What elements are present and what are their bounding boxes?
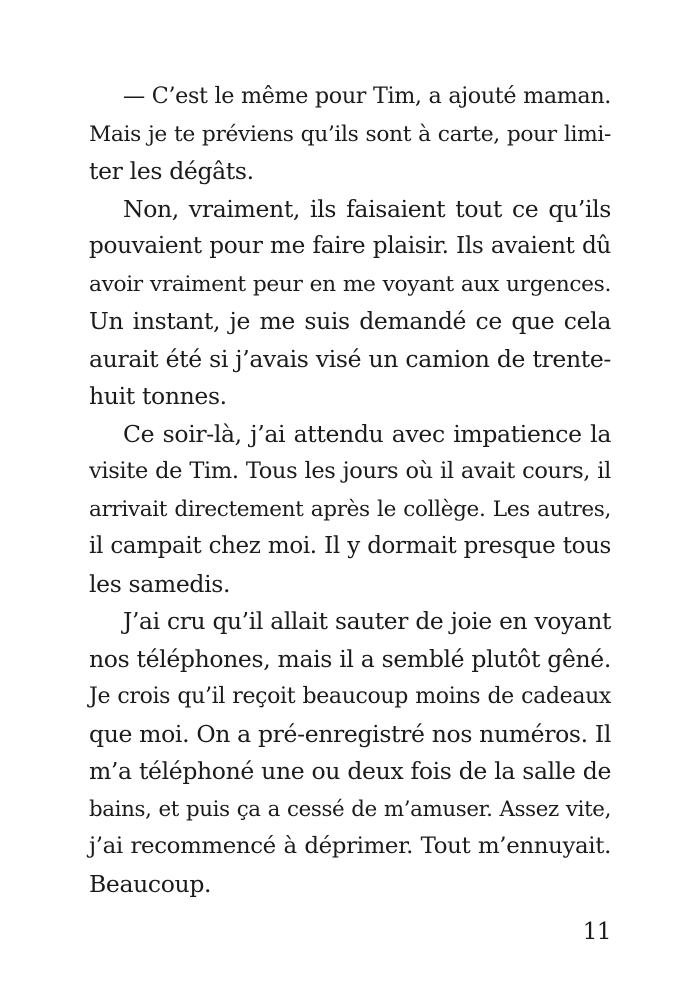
text-line: bains, et puis ça a cessé de m’amuser. Assez vite,	[89, 796, 611, 822]
text-line: visite de Tim. Tous les jours où il avait cours, il	[89, 458, 611, 484]
text-line: Non, vraiment, ils faisaient tout ce qu’ils	[123, 194, 611, 223]
text-line: il campait chez moi. Il y dormait presque tous	[89, 533, 611, 559]
page-number: 11	[582, 919, 611, 945]
text-line: les samedis.	[89, 569, 231, 598]
body-text	[89, 78, 611, 903]
text-line: ter les dégâts.	[89, 157, 254, 185]
text-line: Mais je te préviens qu’ils sont à carte, pour limi-	[89, 121, 611, 147]
text-line: Ce soir-là, j’ai attendu avec impatience la	[123, 419, 611, 448]
text-line: que moi. On a pré-enregistré nos numéros. Il	[89, 719, 611, 748]
text-line: pouvaient pour me faire plaisir. Ils avaient dû	[89, 233, 611, 259]
text-line: — C’est le même pour Tim, a ajouté maman.	[123, 83, 611, 109]
text-line: Je crois qu’il reçoit beaucoup moins de cadeaux	[89, 684, 611, 709]
text-line: nos téléphones, mais il a semblé plutôt gêné.	[89, 644, 611, 673]
text-line: arrivait directement après le collège. Les autres,	[89, 496, 611, 522]
text-line: avoir vraiment peur en me voyant aux urgences.	[89, 271, 611, 297]
text-line: Un instant, je me suis demandé ce que cela	[89, 307, 611, 335]
text-line: aurait été si j’avais visé un camion de trente-	[89, 344, 611, 373]
text-line: Beaucoup.	[89, 869, 212, 898]
text-line: j’ai recommencé à déprimer. Tout m’ennuyait.	[89, 833, 611, 859]
text-line: huit tonnes.	[89, 382, 227, 410]
text-line: J’ai cru qu’il allait sauter de joie en voyant	[123, 608, 611, 635]
text-line: m’a téléphoné une ou deux fois de la salle de	[89, 757, 611, 785]
